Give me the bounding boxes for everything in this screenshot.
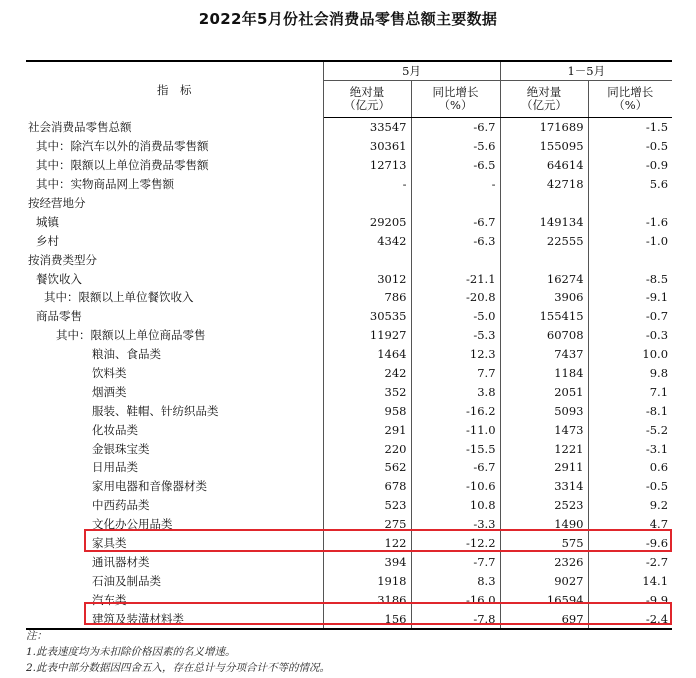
table-row [26,156,672,175]
may-value [323,250,411,269]
ytd-value: 9027 [500,571,588,590]
may-yoy-value: 10.8 [411,496,500,515]
may-value: 33547 [323,118,411,137]
row-label: 建筑及装潢材料类 [26,609,323,629]
ytd-value: 60708 [500,326,588,345]
row-label: 文化办公用品类 [26,515,323,534]
row-label: 家具类 [26,534,323,553]
may-yoy-value: 12.3 [411,345,500,364]
ytd-yoy-value: -2.7 [645,554,669,569]
ytd-yoy-value: -1.5 [645,120,669,135]
may-yoy-value: -12.2 [411,534,500,553]
may-yoy-value: -16.2 [411,401,500,420]
may-value: 291 [323,420,411,439]
may-yoy-value: 8.3 [411,571,500,590]
table-row [26,345,672,364]
may-yoy-value: -20.8 [411,288,500,307]
ytd-yoy-value: -9.9 [645,592,669,607]
ytd-value [500,250,588,269]
may-value: 562 [323,458,411,477]
may-value: 156 [323,609,411,629]
ytd-value: 42718 [500,175,588,194]
table-row [26,515,672,534]
table-row [26,439,672,458]
may-yoy-value: -7.7 [411,552,500,571]
row-label: 其中：限额以上单位消费品零售额 [26,156,323,175]
may-value: 275 [323,515,411,534]
row-label: 日用品类 [26,458,323,477]
ytd-yoy-value: -1.0 [645,233,669,248]
may-yoy-value: -21.1 [411,269,500,288]
row-label: 餐饮收入 [26,269,323,288]
ytd-yoy-value: -0.3 [645,328,669,343]
ytd-yoy-value: -5.2 [645,422,669,437]
table-row [26,307,672,326]
table-row [26,288,672,307]
may-value: 394 [323,552,411,571]
ytd-value: 3314 [500,477,588,496]
ytd-yoy-value: 7.1 [649,384,669,399]
may-value: 220 [323,439,411,458]
indicator-header: 指 标 [26,61,323,118]
may-yoy-value [411,194,500,213]
row-label: 社会消费品零售总额 [26,118,323,137]
table-row [26,552,672,571]
may-yoy-value: -6.5 [411,156,500,175]
ytd-value: 2523 [500,496,588,515]
ytd-value: 1473 [500,420,588,439]
may-value: 12713 [323,156,411,175]
ytd-value: 1490 [500,515,588,534]
may-value: 786 [323,288,411,307]
may-yoy-value: -5.6 [411,137,500,156]
ytd-value: 171689 [500,118,588,137]
may-yoy-value: -6.7 [411,118,500,137]
ytd-yoy-value [588,250,672,269]
ytd-value: 155095 [500,137,588,156]
ytd-yoy-value: -9.1 [645,290,669,305]
table-row [26,477,672,496]
may-value: 3186 [323,590,411,609]
may-yoy-value: -3.3 [411,515,500,534]
table-row [26,458,672,477]
may-value: 3012 [323,269,411,288]
ytd-value: 2326 [500,552,588,571]
may-value: 29205 [323,212,411,231]
ytd-yoy-value: 4.7 [649,517,669,532]
ytd-yoy-value: 5.6 [649,177,669,192]
ytd-yoy-value: -0.9 [645,158,669,173]
ytd-yoy-value: 0.6 [649,460,669,475]
ytd-value: 1184 [500,364,588,383]
row-label: 粮油、食品类 [26,345,323,364]
table-row [26,269,672,288]
ytd-value: 1221 [500,439,588,458]
table-row [26,590,672,609]
table-row [26,420,672,439]
ytd-value: 16594 [500,590,588,609]
may-value: - [323,175,411,194]
may-yoy-value: -7.8 [411,609,500,629]
may-yoy-value: -6.7 [411,212,500,231]
may-yoy-header: 同比增长 （%） [411,81,500,118]
ytd-yoy-value: -0.5 [645,139,669,154]
ytd-yoy-value: -8.1 [645,403,669,418]
may-value: 30361 [323,137,411,156]
may-value: 1918 [323,571,411,590]
ytd-yoy-value: 9.8 [649,366,669,381]
table-row-highlighted [26,609,672,629]
may-yoy-value: -5.3 [411,326,500,345]
ytd-value: 697 [500,609,588,629]
ytd-yoy-value: -8.5 [645,271,669,286]
ytd-yoy-value: -3.1 [645,441,669,456]
table-row [26,194,672,213]
ytd-value: 2051 [500,382,588,401]
may-group-header: 5月 [323,61,500,81]
row-label: 化妆品类 [26,420,323,439]
table-row [26,382,672,401]
ytd-yoy-value: 10.0 [642,347,669,362]
row-label: 乡村 [26,231,323,250]
row-label: 其中：限额以上单位商品零售 [26,326,323,345]
row-label: 其中：除汽车以外的消费品零售额 [26,137,323,156]
row-label: 石油及制品类 [26,571,323,590]
notes-heading: 注： [26,630,47,642]
table-row [26,496,672,515]
table-row [26,231,672,250]
row-label: 中西药品类 [26,496,323,515]
may-yoy-value [411,250,500,269]
row-label: 按经营地分 [26,194,323,213]
row-label: 城镇 [26,212,323,231]
row-label: 饮料类 [26,364,323,383]
may-value: 352 [323,382,411,401]
table-row [26,250,672,269]
may-yoy-value: 7.7 [411,364,500,383]
table-row [26,571,672,590]
ytd-yoy-value: -9.6 [645,536,669,551]
ytd-value: 155415 [500,307,588,326]
may-value: 30535 [323,307,411,326]
may-yoy-value: -15.5 [411,439,500,458]
may-yoy-value: -6.7 [411,458,500,477]
may-value: 1464 [323,345,411,364]
may-value: 678 [323,477,411,496]
ytd-value: 2911 [500,458,588,477]
note-line-1: 1.此表速度均为未扣除价格因素的名义增速。 [26,646,236,658]
row-label: 其中：限额以上单位餐饮收入 [26,288,323,307]
ytd-yoy-value: 9.2 [649,498,669,513]
may-yoy-value: 3.8 [411,382,500,401]
table-row [26,326,672,345]
may-value: 523 [323,496,411,515]
table-row [26,137,672,156]
ytd-yoy-value: -2.4 [588,609,672,629]
row-label: 汽车类 [26,590,323,609]
ytd-yoy-header: 同比增长 （%） [588,81,672,118]
row-label: 按消费类型分 [26,250,323,269]
may-value: 122 [323,534,411,553]
ytd-abs-header: 绝对量 （亿元） [500,81,588,118]
may-abs-header: 绝对量 （亿元） [323,81,411,118]
may-value: 958 [323,401,411,420]
ytd-value: 149134 [500,212,588,231]
may-yoy-value: -11.0 [411,420,500,439]
row-label: 家用电器和音像器材类 [26,477,323,496]
may-yoy-value: - [411,175,500,194]
ytd-group-header: 1－5月 [500,61,672,81]
table-notes [26,628,330,676]
table-row [26,364,672,383]
may-value: 4342 [323,231,411,250]
ytd-value: 5093 [500,401,588,420]
ytd-yoy-value: -0.5 [645,479,669,494]
table-row-highlighted [26,534,672,553]
table-row [26,118,672,137]
may-yoy-value: -6.3 [411,231,500,250]
may-value [323,194,411,213]
ytd-value: 575 [500,534,588,553]
may-yoy-value: -16.0 [411,590,500,609]
ytd-value: 64614 [500,156,588,175]
may-value: 11927 [323,326,411,345]
may-yoy-value: -5.0 [411,307,500,326]
ytd-yoy-value: -1.6 [645,214,669,229]
ytd-value: 22555 [500,231,588,250]
ytd-value: 7437 [500,345,588,364]
retail-sales-table [26,60,672,630]
ytd-value: 16274 [500,269,588,288]
table-row [26,175,672,194]
page-title: 2022年5月份社会消费品零售总额主要数据 [198,10,498,28]
may-value: 242 [323,364,411,383]
note-line-2: 2.此表中部分数据因四舍五入，存在总计与分项合计不等的情况。 [26,662,331,674]
ytd-value [500,194,588,213]
ytd-yoy-value [588,194,672,213]
ytd-yoy-value: -0.7 [645,309,669,324]
row-label: 烟酒类 [26,382,323,401]
table-row [26,401,672,420]
table-row [26,212,672,231]
row-label: 通讯器材类 [26,552,323,571]
row-label: 服装、鞋帽、针纺织品类 [26,401,323,420]
may-yoy-value: -10.6 [411,477,500,496]
ytd-yoy-value: 14.1 [642,573,669,588]
row-label: 商品零售 [26,307,323,326]
row-label: 其中：实物商品网上零售额 [26,175,323,194]
ytd-value: 3906 [500,288,588,307]
row-label: 金银珠宝类 [26,439,323,458]
